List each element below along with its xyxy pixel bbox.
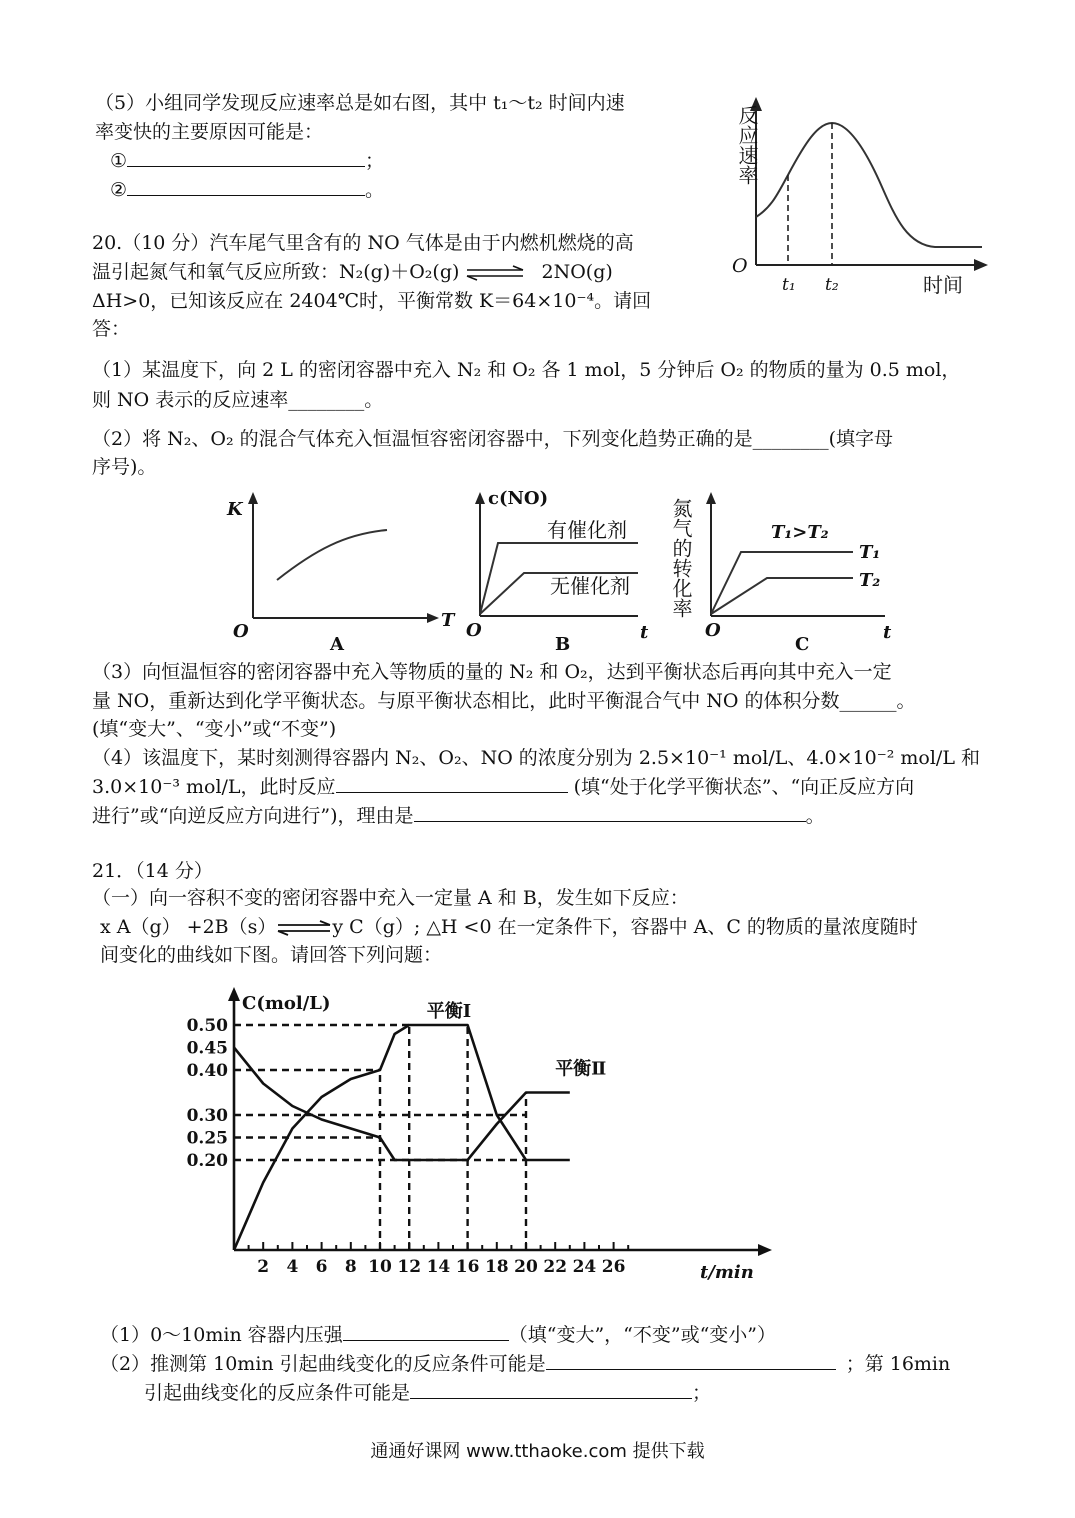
chart-x-tick-label: 12 — [397, 1257, 422, 1277]
chart-x-tick-label: 16 — [455, 1257, 480, 1277]
q20-p4-line2-end: (填“处于化学平衡状态”、“向正反应方向 — [573, 776, 915, 798]
answer-blank-20-4-state[interactable] — [336, 772, 568, 793]
t1-label: t₁ — [782, 275, 796, 295]
answer-blank-19-5-1[interactable] — [127, 146, 365, 167]
q21-head: 21．（14 分） — [92, 860, 213, 882]
graph-c — [669, 486, 905, 660]
chart-y-tick-label: 0.50 — [186, 1016, 228, 1036]
q20-p1-line1: （1）某温度下，向 2 L 的密闭容器中充入 N₂ 和 O₂ 各 1 mol，5 分钟后 O₂ 的物质的量为 0.5 mol， — [92, 359, 961, 381]
q19-5-item2-marker: ② — [110, 179, 128, 201]
q21-p2-line2 — [144, 1378, 711, 1408]
chart-x-tick-label: 26 — [601, 1257, 626, 1277]
q21-p1-end: （填“变大”，“不变”或“变小”） — [508, 1324, 777, 1346]
q20-p2-line1: （2）将 N₂、O₂ 的混合气体充入恒温恒容密闭容器中，下列变化趋势正确的是________(填字母 — [92, 428, 894, 450]
answer-blank-19-5-2[interactable] — [127, 175, 365, 196]
graph-b-upper-label: 有催化剂 — [547, 518, 627, 542]
rate-graph-origin: O — [732, 255, 748, 277]
chart-x-tick-label: 14 — [426, 1257, 451, 1277]
q20-p4-line3-end: 。 — [805, 805, 825, 827]
q20-p2-line2: 序号)。 — [92, 456, 157, 478]
q21-intro: （一）向一容积不变的密闭容器中充入一定量 A 和 B，发生如下反应： — [92, 887, 689, 909]
concentration-time-chart — [170, 985, 790, 1295]
graph-a — [225, 490, 465, 660]
q19-5-line2: 率变快的主要原因可能是： — [95, 121, 324, 143]
chart-x-tick-label: 20 — [514, 1257, 538, 1277]
chart-xlabel: t/min — [700, 1262, 754, 1283]
q19-5-item1-marker: ① — [110, 150, 128, 172]
chart-y-arrow — [228, 987, 240, 1001]
q20-p3-line3: (填“变大”、“变小”或“不变”) — [92, 718, 337, 740]
answer-blank-20-4-reason[interactable] — [414, 801, 806, 822]
answer-blank-21-2-16min[interactable] — [410, 1378, 692, 1399]
q20-p4-line1: （4）该温度下，某时刻测得容器内 N₂、O₂、NO 的浓度分别为 2.5×10⁻¹ mol/L、4.0×10⁻² mol/L 和 — [92, 747, 980, 769]
chart-y-tick-label: 0.40 — [186, 1061, 228, 1081]
q21-p2-mid: ；第 16min — [845, 1353, 951, 1375]
answer-blank-21-2-10min[interactable] — [546, 1349, 836, 1370]
q21-p2-line2-start: 引起曲线变化的反应条件可能是 — [144, 1382, 411, 1404]
q21-eq-line2: 间变化的曲线如下图。请回答下列问题： — [100, 944, 443, 966]
rate-curve — [756, 123, 982, 247]
graph-a-caption: A — [330, 634, 344, 655]
q19-5-line1: （5）小组同学发现反应速率总是如右图，其中 t₁～t₂ 时间内速 — [95, 92, 625, 114]
q20-p4-line2 — [92, 772, 914, 802]
chart-annotation-eq2: 平衡Ⅱ — [555, 1058, 607, 1080]
chart-x-tick-label: 6 — [315, 1257, 328, 1277]
graph-b-ylabel: c(NO) — [488, 488, 549, 509]
answer-blank-21-1[interactable] — [343, 1320, 509, 1341]
graph-c-t2-line — [711, 578, 853, 614]
chart-y-tick-label: 0.25 — [186, 1128, 228, 1149]
t2-label: t₂ — [825, 275, 839, 295]
graph-a-origin: O — [233, 621, 249, 642]
chart-x-arrow — [758, 1244, 772, 1256]
rate-graph-ylabel: 反应速率 — [735, 105, 759, 185]
graph-b-caption: B — [555, 634, 571, 655]
graph-c-ylabel: 氮气的转化率 — [669, 498, 693, 618]
q20-p4-line3-start: 进行”或“向逆反应方向进行”)，理由是 — [92, 805, 414, 827]
chart-ylabel: C(mol/L) — [242, 993, 331, 1014]
q19-5-item2-end: 。 — [365, 179, 385, 201]
graph-a-x-arrow — [427, 613, 439, 623]
chart-x-tick-label: 4 — [286, 1257, 299, 1277]
q20-equation-right: 2NO(g) — [541, 261, 613, 283]
rate-time-graph — [720, 95, 1000, 305]
q20-line3: ΔH>0，已知该反应在 2404℃时，平衡常数 K＝64×10⁻⁴。请回 — [92, 290, 652, 312]
q21-p1 — [100, 1320, 776, 1350]
chart-x-tick-label: 22 — [543, 1257, 568, 1277]
q20-p3-line1: （3）向恒温恒容的密闭容器中充入等物质的量的 N₂ 和 O₂，达到平衡状态后再向其中充入一定 — [92, 661, 892, 683]
q20-equation-left: 温引起氮气和氧气反应所致：N₂(g)＋O₂(g) — [92, 261, 460, 283]
chart-x-tick-label: 8 — [344, 1257, 357, 1277]
q20-p4-line3 — [92, 801, 825, 831]
graph-b-y-arrow — [475, 492, 485, 504]
chart-x-tick-label: 10 — [368, 1257, 392, 1277]
chart-x-tick-label: 2 — [257, 1257, 270, 1277]
graph-c-caption: C — [795, 634, 810, 655]
graph-c-t1-line — [711, 552, 853, 614]
graph-b-xlabel: t — [640, 622, 649, 643]
q21-equation-left: x A（g） +2B（s） — [100, 916, 277, 938]
chart-x-tick-label: 24 — [572, 1257, 597, 1277]
graph-c-y-arrow — [706, 492, 716, 504]
q19-5-item1-end: ； — [365, 150, 385, 172]
graph-c-t1-label: T₁ — [859, 542, 881, 563]
chart-x-tick-label: 18 — [484, 1257, 509, 1277]
graph-c-condition: T₁>T₂ — [771, 522, 829, 543]
q20-p3-line2: 量 NO，重新达到化学平衡状态。与原平衡状态相比，此时平衡混合气中 NO 的体积分数______。 — [92, 690, 916, 712]
graph-b-lower-label: 无催化剂 — [550, 574, 630, 598]
q21-p1-start: （1）0～10min 容器内压强 — [100, 1324, 343, 1346]
graph-c-t2-label: T₂ — [859, 570, 881, 591]
equilibrium-arrow-icon-2 — [276, 920, 332, 936]
chart-y-tick-label: 0.30 — [186, 1106, 228, 1126]
chart-y-tick-label: 0.20 — [186, 1151, 228, 1171]
q20-p4-line2-start: 3.0×10⁻³ mol/L，此时反应 — [92, 776, 336, 798]
q21-p2-start: （2）推测第 10min 引起曲线变化的反应条件可能是 — [100, 1353, 546, 1375]
graph-c-origin: O — [705, 620, 721, 641]
q20-line1: 20.（10 分）汽车尾气里含有的 NO 气体是由于内燃机燃烧的高 — [92, 232, 634, 254]
graph-b-origin: O — [466, 620, 482, 641]
equilibrium-arrow-icon — [465, 265, 525, 281]
graph-a-ylabel: K — [227, 499, 243, 520]
q20-line2 — [92, 257, 613, 287]
page-footer: 通通好课网 www.tthaoke.com 提供下载 — [370, 1441, 705, 1462]
graph-c-xlabel: t — [883, 622, 892, 643]
graph-a-curve — [277, 530, 387, 580]
q21-p2-line1 — [100, 1349, 950, 1379]
graph-a-xlabel: T — [441, 610, 455, 631]
q20-p1-line2: 则 NO 表示的反应速率________。 — [92, 389, 384, 411]
graph-a-y-arrow — [248, 492, 258, 504]
graph-b — [462, 486, 672, 660]
q19-5-item1 — [110, 146, 384, 176]
q21-p2-end: ； — [692, 1382, 712, 1404]
chart-annotation-eq1: 平衡Ⅰ — [426, 1001, 472, 1022]
rate-graph-x-arrow — [974, 259, 988, 271]
q21-equation-right: y C（g）; △H <0 在一定条件下，容器中 A、C 的物质的量浓度随时 — [332, 916, 918, 938]
q19-5-item2 — [110, 175, 384, 205]
rate-graph-xlabel: 时间 — [923, 273, 963, 297]
q21-equation — [100, 912, 918, 942]
q20-line4: 答： — [92, 318, 131, 340]
chart-y-tick-label: 0.45 — [186, 1038, 228, 1059]
